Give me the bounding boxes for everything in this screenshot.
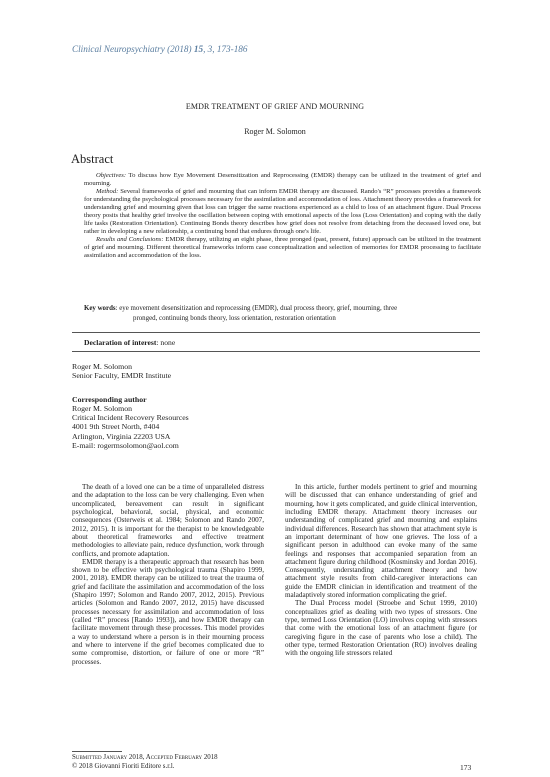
corr-name: Roger M. Solomon [72, 403, 132, 413]
body-paragraph: EMDR therapy is a therapeutic approach that research has been shown to be effective with psychological trauma (Shapiro 1999, 2001, 2018). EMDR therapy can be utilized to treat the trauma of grief and facilitate the assimilation and accommodation of the loss (Shapiro 1997; Solomon and Rando 2007, 2012, 2015). Previous articles (Solomon and Rando 2007, 2012, 2015) have discussed processes necessary for assimilation and accommodation of loss (called “R” process [Rando 1993]), and how EMDR therapy can facilitate movement through these processes. This model provides a way to understand where a person is in their mourning process and where to intervene if the grief becomes complicated due to some compromise, distortion, or failure of one or more “R” processes. [72, 557, 264, 666]
results-text: EMDR therapy, utilizing an eight phase, three pronged (past, present, future) approach can be utilized in the treatment of grief and mourning. Different theoretical frameworks inform case conceptualization and selection of memories for EMDR processing to facilitate assimilation and accommodation of the loss. [84, 236, 481, 260]
info-author-name: Roger M. Solomon [72, 362, 132, 371]
footnote-rule [72, 751, 122, 752]
author-info [72, 362, 189, 450]
body-column-right [285, 483, 477, 658]
article-title: EMDR TREATMENT OF GRIEF AND MOURNING [185, 102, 365, 111]
submission-dates: Submitted January 2018, Accepted February 2018 [72, 754, 218, 761]
article-author: Roger M. Solomon [244, 127, 306, 136]
abstract-objectives [84, 172, 481, 188]
keywords-line1: eye movement desensitization and reprocessing (EMDR), dual process theory, grief, mourning, three [119, 305, 398, 312]
corr-city: Arlington, Virginia 22203 USA [72, 431, 171, 441]
body-column-left [72, 483, 264, 666]
declaration-of-interest: Declaration of interest: none [84, 338, 176, 347]
corr-street: 4001 9th Street North, #404 [72, 422, 160, 432]
journal-name: Clinical Neuropsychiatry (2018) [72, 44, 192, 54]
keywords-label: Key words [84, 305, 116, 312]
corr-email[interactable]: E-mail: rogermsolomon@aol.com [72, 441, 179, 451]
keywords-line2: pronged, continuing bonds theory, loss orientation, restoration orientation [133, 314, 336, 322]
body-paragraph: In this article, further models pertinent to grief and mourning will be discussed that can enhance understanding of grief and mourning, how it gets complicated, and guide clinical intervention, including EMDR therapy. Attachment theory increases our understanding of complicated grief and mourning and explains individual differences. Research has shown that attachment style is an important determinant of how one grieves. The loss of a significant person in adulthood can evoke many of the same feelings and responses that accompanied separation from an attachment figure during childhood (Kosminsky and Jordan 2016). Consequently, understanding attachment theory and how attachment style results from child-caregiver interactions can guide the EMDR clinician in identification and treatment of the maladaptively stored information complicating the grief. [285, 483, 477, 600]
page-number: 173 [460, 763, 472, 772]
copyright: © 2018 Giovanni Fioriti Editore s.r.l. [72, 762, 175, 770]
abstract-body [84, 172, 481, 261]
journal-header: Clinical Neuropsychiatry (2018) 15, 3, 173-186 [72, 44, 248, 54]
info-author-role: Senior Faculty, EMDR Institute [72, 371, 172, 381]
journal-pages: 173-186 [216, 44, 248, 54]
declaration-rule-bottom [72, 351, 480, 352]
declaration-label: Declaration of interest [84, 338, 157, 347]
corr-org: Critical Incident Recovery Resources [72, 413, 189, 423]
method-text: Several frameworks of grief and mourning that can inform EMDR therapy are discussed. Rando's “R” processes provides a framework for understanding the psychological processes necessary for the assimilation and accommodation of loss. Attachment theory provides a framework for understanding grief and mourning given that loss can trigger the same reactions experienced as a child to loss of an attachment figure. Dual Process theory posits that healthy grief involve the oscillation between coping with emotional aspects of the loss (Loss Orientation) and coping with the daily life tasks (Restoration Orientation). Continuing Bonds theory describes how grief does not resolve from detaching from the deceased loved one, but rather in developing a new relationship, a continuing bond that endures through one's life. [84, 188, 481, 236]
method-label: Method: [96, 188, 119, 196]
footnote [72, 754, 218, 771]
objectives-label: Objectives: [96, 172, 127, 179]
journal-volume: 15 [193, 44, 204, 54]
abstract-method [84, 188, 481, 236]
abstract-heading: Abstract [71, 152, 114, 166]
declaration-rule-top [72, 332, 480, 333]
journal-issue: 3 [207, 44, 213, 54]
keywords: Key words: eye movement desensitization and reprocessing (EMDR), dual process theory, grief, mourning, three pronged, continuing bonds theory, loss orientation, restoration orientation [84, 304, 484, 324]
corresponding-label: Corresponding author [72, 394, 147, 404]
objectives-text: To discuss how Eye Movement Desensitization and Reprocessing (EMDR) therapy can be utilized in the treatment of grief and mourning. [84, 172, 481, 188]
abstract-results [84, 236, 481, 260]
body-paragraph: The Dual Process model (Stroebe and Schut 1999, 2010) conceptualizes grief as dealing with two types of stressors. One type, termed Loss Orientation (LO) involves coping with stressors that come with the emotional loss of an attachment figure (or caregiving figure in the case of parents who lose a child). The other type, termed Restoration Orientation (RO) involves dealing with the ongoing life stressors related [285, 599, 477, 658]
declaration-value: none [160, 338, 176, 347]
body-paragraph: The death of a loved one can be a time of unparalleled distress and the adaptation to the loss can be very challenging. Even when uncomplicated, bereavement can result in significant psychological, behavioral, social, physical, and economic consequences (Osterweis et al. 1984; Solomon and Rando 2007, 2012, 2015). It is important for the therapist to be knowledgeable about theoretical frameworks and effective treatment methodologies to alleviate pain, reduce dysfunction, work through conflicts, and promote adaptation. [72, 483, 264, 558]
results-label: Results and Conclusions: [96, 236, 164, 244]
